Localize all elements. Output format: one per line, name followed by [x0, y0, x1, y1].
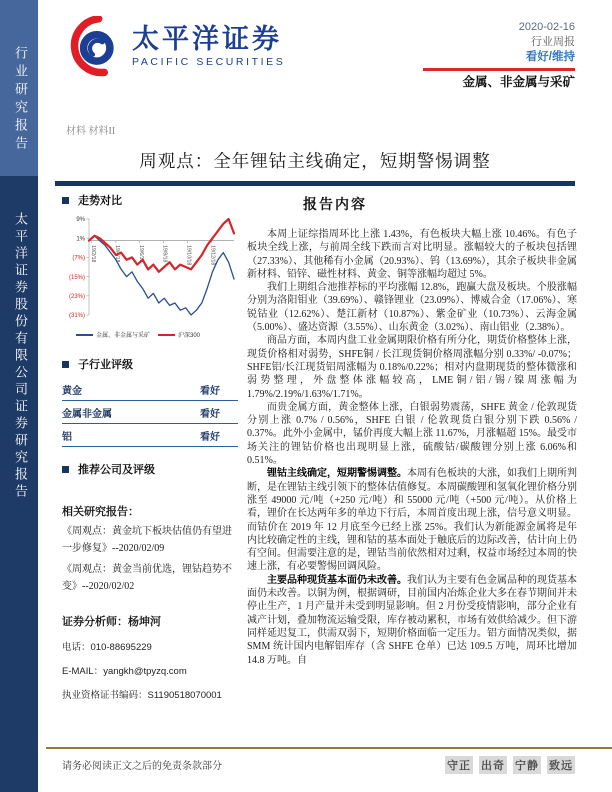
analyst-line: 证券分析师：杨坤河 [62, 616, 161, 628]
body-paragraph: 商品方面，本周内盘工业金属期限价格有所分化，期货价格整体上涨，现货价格相对弱势，SHFE铜 / 长江现货铜价格周涨幅分别 0.33%/ -0.07%；SHFE铝/长江现货铝周涨幅为 0.18%/0.22%；相对内盘期现货的整体微涨和弱势整理，外盘整体涨幅较高，LME铜/铝/锡/镍周涨幅为 1.79%/2.19%/1.63%/1.71%。 [247, 335, 577, 400]
recommend-section-title: 推荐公司及评级 [78, 464, 155, 476]
logo-text-cn: 太平洋证券 [132, 24, 282, 54]
left-column [62, 192, 238, 701]
sub-rating-row [62, 424, 238, 447]
phone-value: 010-88695229 [90, 642, 152, 653]
body-paragraph: 主要品种现货基本面仍未改善。我们认为主要有色金属品种的现货基本面仍未改善。以铜为例，根据调研，目前国内冶炼企业大多在春节期间并未停止生产，1 月产量并未受到明显影响。但 2 月份受疫情影响，部分企业有减产计划，叠加物流运输受限，库存被动累积，市场有效供给减少。但下游同样延迟复工，供需双弱下，短期价格面临一定压力。铝方面情况类似，据 SMM 统计国内电解铝库存（含 SHFE 仓单）已达 109.5 万吨，周环比增加 14.8 万吨。自 [247, 574, 577, 666]
trend-section-title: 走势对比 [78, 195, 122, 207]
phone-line [62, 639, 238, 653]
svg-text:19/2/18: 19/2/18 [89, 245, 96, 263]
sub-rating-section-header [62, 356, 238, 372]
report-meta [405, 20, 575, 90]
sidebar-top-band [0, 0, 38, 176]
trend-section-header [62, 192, 238, 208]
page-title: 周观点：全年锂钴主线确定，短期警惕调整 [139, 151, 491, 171]
svg-text:1%: 1% [76, 236, 85, 243]
paragraph-lead: 主要品种现货基本面仍未改善。 [267, 574, 407, 586]
related-report-item: 《周观点：黄金当前优选，锂钴趋势不变》--2020/02/02 [62, 564, 232, 592]
motto-word: 出奇 [479, 756, 507, 774]
sub-rating-row [62, 378, 238, 401]
email-label: E-MAIL： [62, 666, 104, 677]
red-divider [423, 68, 575, 71]
body-paragraph: 而贵金属方面，黄金整体上涨，白银弱势震荡，SHFE 黄金 / 伦敦现货分别上涨 0.7% / 0.56%，SHFE 白银 / 伦敦现货白银分别下跌 0.56% / 0.37%。此外小金属中，锰价再度大幅上涨 11.67%，月涨幅超 15%。最受市场关注的锂钴价格也出现明显上涨，硫酸钴/碳酸锂分别上涨 6.06%和 0.51%。 [247, 401, 577, 467]
title-divider [55, 181, 575, 186]
sub-rating-table [62, 378, 238, 447]
svg-text:19/12/18: 19/12/18 [209, 245, 216, 266]
sub-industry-rating: 看好 [164, 378, 238, 401]
license-value: S1190518070001 [147, 690, 222, 701]
square-bullet-icon [62, 197, 69, 204]
square-bullet-icon [62, 466, 69, 473]
svg-text:沪深300: 沪深300 [178, 333, 201, 340]
sub-industry-name: 金属非金属 [62, 401, 164, 424]
sub-industry-name: 铝 [62, 424, 164, 447]
email-line [62, 663, 238, 677]
square-bullet-icon [62, 361, 69, 368]
svg-text:19/8/18: 19/8/18 [161, 245, 168, 263]
related-report-item: 《周观点：黄金坑下板块估值仍有望进一步修复》--2020/02/09 [62, 526, 232, 554]
svg-text:(7%): (7%) [72, 255, 85, 262]
recommend-section-header [62, 461, 238, 477]
sidebar-bottom-label: 太平洋证券股份有限公司证券研究报告 [13, 212, 28, 501]
sub-industry-rating: 看好 [164, 424, 238, 447]
body-paragraph: 锂钴主线确定，短期警惕调整。本周有色板块的大涨，如我们上期所判断，是在锂钴主线引领下的整体估值修复。本周碳酸锂和氢氧化锂价格分别涨至 49000 元/吨（+250 元/吨）和 55000 元/吨（+500 元/吨）。从价格上看，锂价在长达两年多的单边下行后，本周首度出现上涨，信号意义明显。而钴价在 2019 年 12 月底至今已经上涨 25%。我们认为新能源金属将是年内比较确定性的主线，锂和钴的基本面处于触底后的边际改善，估计向上仍有空间。但需要注意的是，锂钴当前依然相对过剩，权益市场经过本周的快速上涨，有必要警惕回调风险。 [247, 468, 577, 573]
sub-industry-name: 黄金 [62, 378, 164, 401]
sub-industry-rating: 看好 [164, 401, 238, 424]
trend-chart [62, 213, 238, 348]
company-logo [64, 16, 285, 78]
svg-text:19/4/18: 19/4/18 [113, 245, 120, 263]
license-label: 执业资格证书编码： [62, 691, 148, 701]
motto-word: 守正 [445, 756, 473, 774]
industry-rating: 看好/维持 [525, 51, 575, 63]
svg-text:9%: 9% [76, 217, 85, 224]
body-paragraph: 我们上期组合池推荐标的平均涨幅 12.8%，跑赢大盘及板块。个股涨幅分别为洛阳钼业（39.69%）、赣锋锂业（23.09%）、博威合金（17.06%）、寒锐钴业（12.62%）、楚江新材（10.87%）、紫金矿业（10.73%）、云海金属（5.00%）、盛达资源（3.55%）、山东黄金（3.02%）、南山铝业（2.38%）。 [247, 282, 577, 334]
related-reports-list [62, 523, 238, 595]
report-date: 2020-02-16 [518, 21, 575, 33]
report-body [247, 228, 577, 667]
footer-divider [46, 747, 612, 749]
sub-rating-section-title: 子行业评级 [78, 359, 133, 371]
svg-text:(15%): (15%) [68, 274, 85, 281]
report-content-column [247, 194, 577, 667]
industry-name: 金属、非金属与采矿 [462, 75, 575, 89]
sub-rating-row [62, 401, 238, 424]
svg-text:19/6/18: 19/6/18 [137, 245, 144, 263]
report-type: 行业周报 [531, 36, 575, 48]
logo-text-en: PACIFIC SECURITIES [132, 56, 286, 68]
paragraph-lead: 锂钴主线确定，短期警惕调整。 [267, 468, 407, 480]
motto-word: 致远 [547, 756, 575, 774]
svg-text:(31%): (31%) [68, 313, 85, 320]
svg-text:19/10/18: 19/10/18 [185, 245, 192, 266]
license-line [62, 687, 238, 701]
svg-text:(23%): (23%) [68, 294, 85, 300]
email-value: yangkh@tpyzq.com [103, 666, 187, 677]
company-motto [439, 756, 575, 774]
svg-text:金属、非金属与采矿: 金属、非金属与采矿 [96, 333, 151, 340]
sidebar-bottom-band [0, 176, 38, 792]
motto-word: 宁静 [513, 756, 541, 774]
disclaimer-text: 请务必阅读正文之后的免责条款部分 [62, 761, 222, 772]
content-heading: 报告内容 [303, 198, 367, 213]
body-paragraph: 本周上证综指周环比上涨 1.43%，有色板块大幅上涨 10.46%。有色子板块全线上涨，与前周全线下跌而言对比明显。涨幅较大的子板块包括锂（27.33%）、其他稀有小金属（20.93%）、钨（13.69%），其余子板块非金属新材料、铅锌、磁性材料、黄金、铜等涨幅均超过 5%。 [247, 229, 577, 280]
phone-label: 电话： [62, 643, 91, 653]
breadcrumb: 材料 材料II [66, 126, 116, 137]
pacific-securities-logo-icon [64, 16, 122, 78]
sidebar-top-label: 行业研究报告 [13, 46, 28, 154]
related-reports-title: 相关研究报告： [62, 506, 139, 518]
